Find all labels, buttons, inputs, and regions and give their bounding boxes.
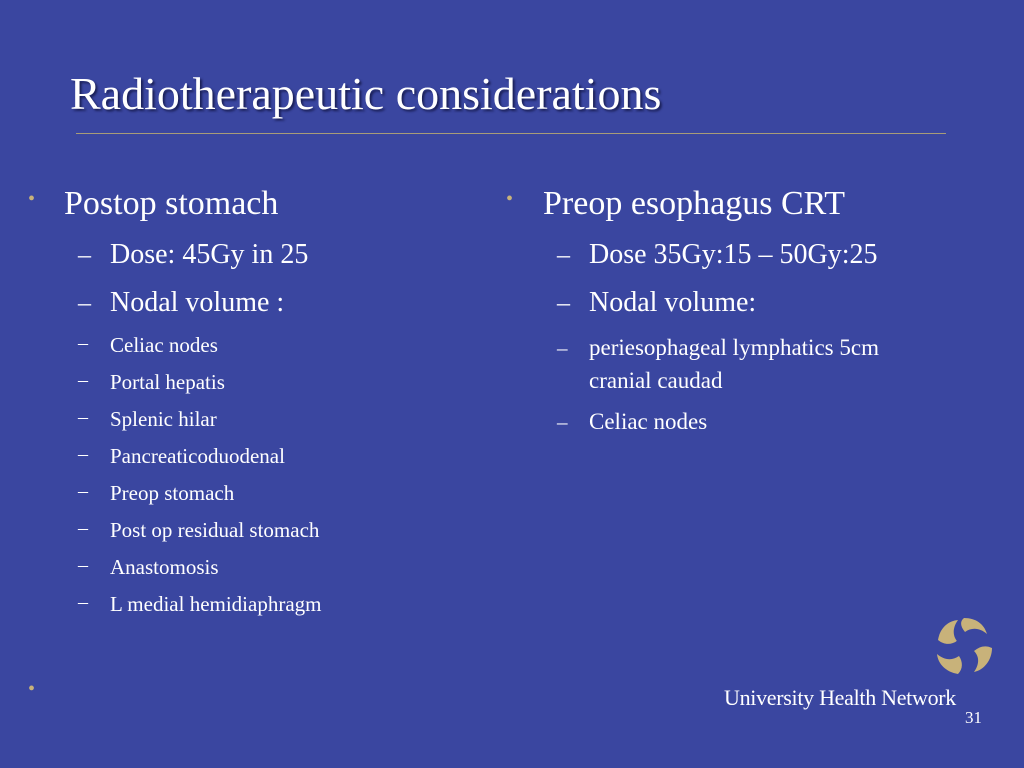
left-list-item: Celiac nodes [110,333,218,357]
right-heading: Preop esophagus CRT [543,185,846,222]
right-list-item-continuation: cranial caudad [589,368,723,393]
right-dose: Dose 35Gy:15 – 50Gy:25 [589,239,878,270]
dash-marker: – [78,332,88,354]
dash-marker: – [557,410,568,434]
uhn-swirl-logo-icon [932,614,996,678]
right-list-item: periesophageal lymphatics 5cm [589,335,879,360]
dash-marker: – [78,480,88,502]
left-list-item: Portal hepatis [110,370,225,394]
dash-marker: – [78,554,88,576]
left-list-item: L medial hemidiaphragm [110,592,322,616]
left-nodal-volume: Nodal volume : [110,287,285,318]
title-divider [76,133,946,134]
dash-marker: – [78,443,88,465]
dash-marker: – [78,288,91,317]
dash-marker: – [557,240,570,269]
left-list-item: Preop stomach [110,481,235,505]
right-list-item: Celiac nodes [589,409,708,434]
right-nodal-volume: Nodal volume: [589,287,757,318]
empty-bullet-marker: • [28,678,36,700]
left-heading: Postop stomach [64,185,279,222]
left-dose: Dose: 45Gy in 25 [110,239,309,270]
organization-name: University Health Network [724,685,956,710]
page-number: 31 [965,708,982,727]
bullet-marker: • [28,188,36,210]
dash-marker: – [78,517,88,539]
dash-marker: – [78,369,88,391]
left-list-item: Anastomosis [110,555,219,579]
left-list-item: Pancreaticoduodenal [110,444,285,468]
left-list-item: Splenic hilar [110,407,217,431]
dash-marker: – [78,240,91,269]
slide-title: Radiotherapeutic considerations [70,68,662,119]
bullet-marker: • [506,188,514,210]
dash-marker: – [557,288,570,317]
dash-marker: – [557,336,568,360]
dash-marker: – [78,406,88,428]
dash-marker: – [78,591,88,613]
left-list-item: Post op residual stomach [110,518,320,542]
